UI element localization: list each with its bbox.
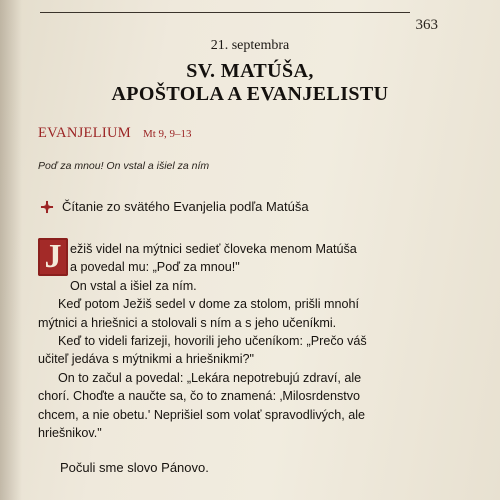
text-line: On vstal a išiel za ním. <box>70 278 197 293</box>
title-line-2: APOŠTOLA A EVANJELISTU <box>111 83 389 105</box>
text-line: mýtnici a hriešnici a stolovali s ním a s jeho učeníkmi. <box>38 315 337 330</box>
text-line: Keď potom Ježiš sedel v dome za stolom, prišli mnohí <box>58 297 360 312</box>
feast-date: 21. septembra <box>210 38 290 53</box>
text-line: hriešnikov." <box>38 426 102 441</box>
closing-acclamation: Počuli sme slovo Pánovo. <box>60 460 209 475</box>
text-line: chcem, a nie obetu.' Neprišiel som volať spravodlivých, ale <box>38 407 366 422</box>
feast-title <box>0 60 500 106</box>
text-line: Keď to videli farizeji, hovorili jeho učeníkom: „Prečo váš <box>58 334 367 349</box>
text-line: a povedal mu: „Poď za mnou!" <box>70 260 240 275</box>
section-label: EVANJELIUM <box>38 125 131 141</box>
reading-intro <box>40 199 309 214</box>
scripture-reference: Mt 9, 9–13 <box>142 128 192 140</box>
text-line: chorí. Choďte a naučte sa, čo to znamená: ‚Milosrdenstvo <box>38 389 361 404</box>
text-line: ežiš videl na mýtnici sedieť človeka menom Matúša <box>70 242 357 256</box>
gospel-text <box>38 240 458 442</box>
text-line: učiteľ jedáva s mýtnikmi a hriešnikmi?" <box>38 352 255 367</box>
section-heading <box>38 124 192 142</box>
drop-cap: J <box>38 238 68 276</box>
title-line-1: SV. MATÚŠA, <box>186 60 314 82</box>
text-line: On to začul a povedal: „Lekára nepotrebujú zdraví, ale <box>58 370 362 385</box>
page-number: 363 <box>415 17 438 33</box>
cross-icon <box>40 200 54 214</box>
reading-motto: Poď za mnou! On vstal a išiel za ním <box>38 160 210 172</box>
reading-intro-text: Čítanie zo svätého Evanjelia podľa Matúša <box>62 199 309 214</box>
header-rule <box>40 12 410 13</box>
